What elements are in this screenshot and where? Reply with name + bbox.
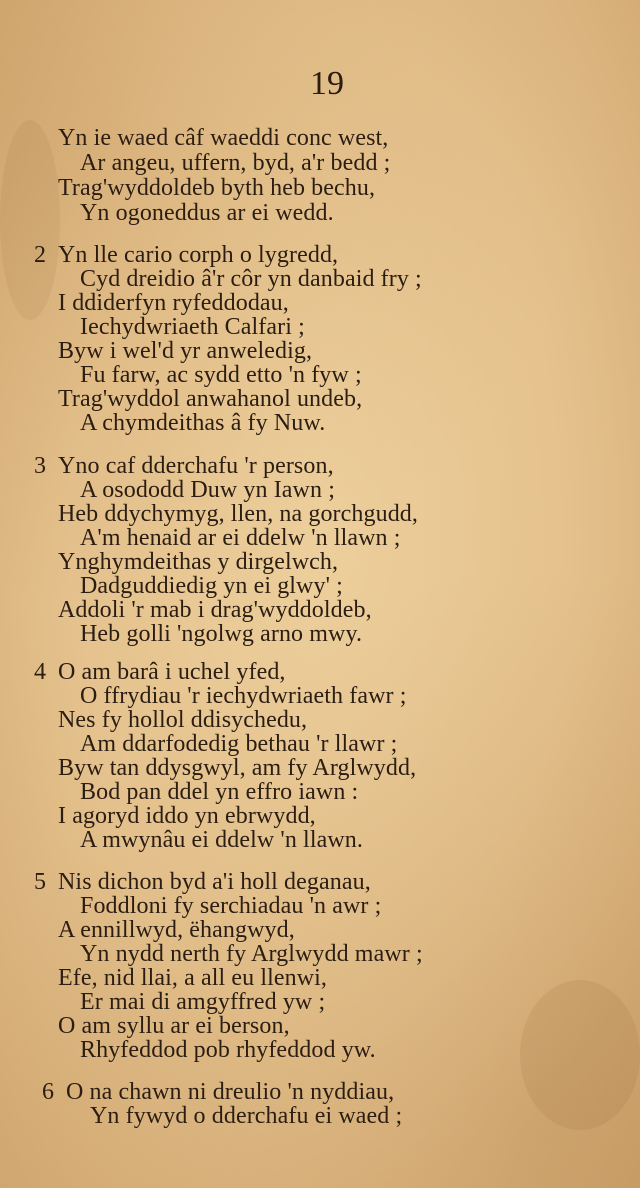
verse-line: Yn lle cario corph o lygredd,: [58, 242, 339, 268]
verse-line: A'm henaid ar ei ddelw 'n llawn ;: [80, 525, 401, 551]
verse-line: Er mai di amgyffred yw ;: [80, 989, 326, 1015]
verse-line: Efe, nid llai, a all eu llenwi,: [58, 965, 328, 991]
verse-line: Nes fy hollol ddisychedu,: [58, 707, 308, 733]
verse-line: Ynghymdeithas y dirgelwch,: [58, 549, 339, 575]
verse-line: Trag'wyddol anwahanol undeb,: [58, 386, 363, 412]
verse-line: Nis dichon byd a'i holl deganau,: [58, 869, 371, 895]
verse-number: 2: [34, 242, 46, 268]
verse-line: Ar angeu, uffern, byd, a'r bedd ;: [80, 150, 391, 176]
verse-line: O ffrydiau 'r iechydwriaeth fawr ;: [80, 683, 407, 709]
verse-line: Heb golli 'ngolwg arno mwy.: [80, 621, 363, 647]
verse-line: Trag'wyddoldeb byth heb bechu,: [58, 175, 376, 201]
verse-line: Addoli 'r mab i drag'wyddoldeb,: [58, 597, 372, 623]
verse-line: Yno caf dderchafu 'r person,: [58, 453, 334, 479]
verse-line: Yn ogoneddus ar ei wedd.: [80, 200, 334, 226]
verse-line: Dadguddiedig yn ei glwy' ;: [80, 573, 343, 599]
verse-line: Yn ie waed câf waeddi conc west,: [58, 125, 389, 151]
verse-line: I ddiderfyn ryfeddodau,: [58, 290, 289, 316]
verse-number: 3: [34, 453, 46, 479]
verse-line: A ennillwyd, ëhangwyd,: [58, 917, 295, 943]
verse-line: Iechydwriaeth Calfari ;: [80, 314, 305, 340]
verse-line: A chymdeithas â fy Nuw.: [80, 410, 326, 436]
verse-line: I agoryd iddo yn ebrwydd,: [58, 803, 316, 829]
verse-line: Am ddarfodedig bethau 'r llawr ;: [80, 731, 398, 757]
verse-line: A osododd Duw yn Iawn ;: [80, 477, 335, 503]
page-number: 19: [310, 65, 344, 102]
verse-line: Yn fywyd o dderchafu ei waed ;: [90, 1103, 403, 1129]
verse-line: Fu farw, ac sydd etto 'n fyw ;: [80, 362, 362, 388]
verse-line: A mwynâu ei ddelw 'n llawn.: [80, 827, 363, 853]
verse-line: Byw i wel'd yr anweledig,: [58, 338, 313, 364]
verse-line: Foddloni fy serchiadau 'n awr ;: [80, 893, 382, 919]
verse-number: 6: [42, 1079, 54, 1105]
verse-line: Rhyfeddod pob rhyfeddod yw.: [80, 1037, 376, 1063]
paper-stain: [520, 980, 640, 1130]
verse-number: 5: [34, 869, 46, 895]
verse-line: Yn nydd nerth fy Arglwydd mawr ;: [80, 941, 423, 967]
verse-line: Bod pan ddel yn effro iawn :: [80, 779, 359, 805]
verse-number: 4: [34, 659, 46, 685]
verse-line: O na chawn ni dreulio 'n nyddiau,: [66, 1079, 395, 1105]
verse-line: O am barâ i uchel yfed,: [58, 659, 286, 685]
verse-line: O am syllu ar ei berson,: [58, 1013, 290, 1039]
verse-line: Heb ddychymyg, llen, na gorchgudd,: [58, 501, 418, 527]
paper-stain: [0, 120, 60, 320]
verse-line: Cyd dreidio â'r côr yn danbaid fry ;: [80, 266, 422, 292]
verse-line: Byw tan ddysgwyl, am fy Arglwydd,: [58, 755, 417, 781]
